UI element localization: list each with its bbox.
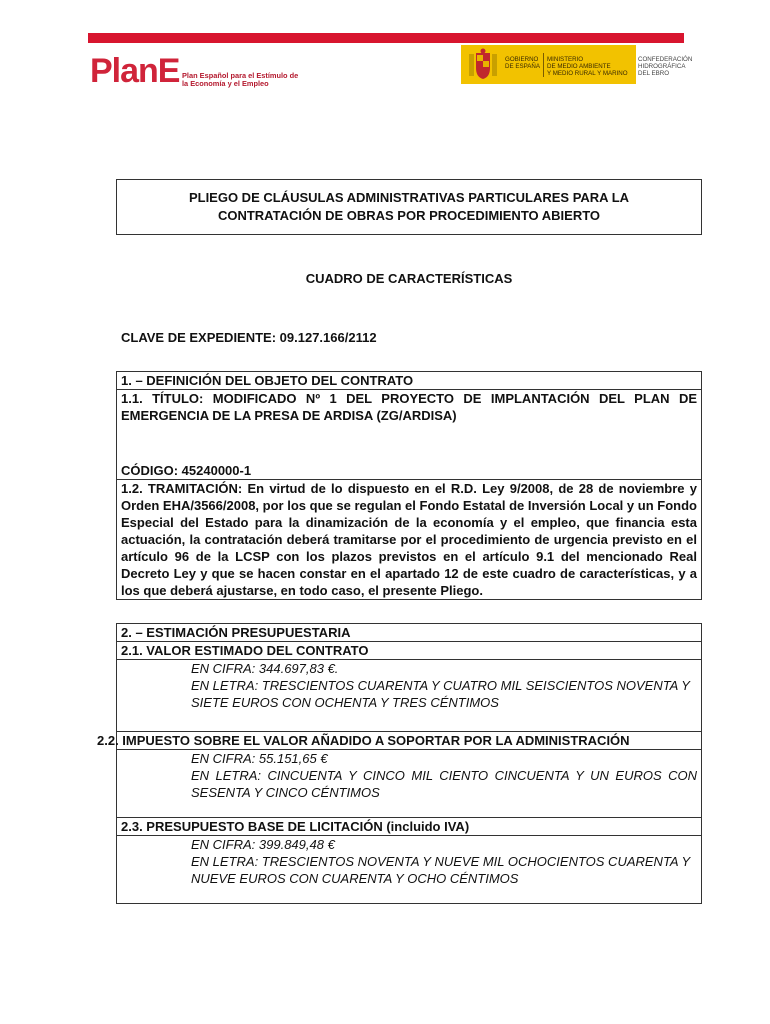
plane-logo: [90, 46, 300, 90]
plane-logo-subtitle: [182, 72, 302, 88]
gobierno-text: [505, 56, 540, 70]
valor-estimado-heading: 2.1. VALOR ESTIMADO DEL CONTRATO: [117, 642, 701, 660]
document-title-box: [116, 179, 702, 235]
iva-row: [117, 750, 701, 818]
coat-of-arms-icon: [466, 48, 500, 81]
section1-tramitacion: 1.2. TRAMITACIÓN: En virtud de lo dispuesto en el R.D. Ley 9/2008, de 28 de noviembre y Orden EHA/3566/2008, por los que se regulan el Fondo Estatal de Inversión Local y un Fondo Especial del Estado para la dinamización de la economía y el empleo, que financia esta actuación, la contratación deberá tramitarse por el procedimiento de urgencia previsto en el artículo 96 de la LCSP con los plazos previstos en el artículo 9.1 del mencionado Real Decreto Ley y que se hacen constar en el apartado 12 de este cuadro de características, y a los que deberá ajustarse, en todo caso, el presente Pliego.: [121, 481, 697, 598]
clave-expediente: CLAVE DE EXPEDIENTE: 09.127.166/2112: [121, 330, 377, 345]
ministerio-line2: DE MEDIO AMBIENTE: [547, 63, 611, 70]
section1-codigo: CÓDIGO: 45240000-1: [121, 463, 252, 478]
gov-logo-divider: [543, 53, 544, 77]
section2-heading: 2. – ESTIMACIÓN PRESUPUESTARIA: [117, 624, 701, 642]
document-title-line1: PLIEGO DE CLÁUSULAS ADMINISTRATIVAS PARTICULARES PARA LA: [188, 190, 630, 205]
plane-subtitle-line1: Plan Español para el Estímulo de: [182, 71, 299, 80]
section1-heading: 1. – DEFINICIÓN DEL OBJETO DEL CONTRATO: [117, 372, 701, 390]
header-red-bar: [88, 33, 684, 43]
iva-cifra: EN CIFRA: 55.151,65 €: [191, 751, 328, 766]
iva-heading: 2.2. IMPUESTO SOBRE EL VALOR AÑADIDO A SOPORTAR POR LA ADMINISTRACIÓN: [117, 732, 701, 750]
ministerio-line3: Y MEDIO RURAL Y MARINO: [547, 70, 628, 77]
valor-letra: EN LETRA: TRESCIENTOS CUARENTA Y CUATRO MIL SEISCIENTOS NOVENTA Y SIETE EUROS CON OCHENTA Y TRES CÉNTIMOS: [191, 678, 690, 710]
valor-cifra: EN CIFRA: 344.697,83 €.: [191, 661, 339, 676]
gobierno-line2: DE ESPAÑA: [505, 63, 540, 70]
document-title-line2: CONTRATACIÓN DE OBRAS POR PROCEDIMIENTO ABIERTO: [217, 208, 601, 223]
gobierno-ministerio-logo: [461, 45, 636, 84]
ministerio-line1: MINISTERIO: [547, 56, 584, 63]
chg-line2: HIDROGRÁFICA: [638, 63, 686, 70]
chg-line1: CONFEDERACIÓN: [638, 56, 693, 63]
base-licitacion-heading: 2.3. PRESUPUESTO BASE DE LICITACIÓN (incluido IVA): [117, 818, 701, 836]
chg-line3: DEL EBRO: [638, 70, 670, 77]
confederacion-logo: [638, 56, 698, 77]
section2-box: [97, 623, 702, 904]
base-cifra: EN CIFRA: 399.849,48 €: [191, 837, 335, 852]
plane-logo-word: PlanE: [90, 52, 180, 90]
valor-estimado-row: [117, 660, 701, 732]
plane-subtitle-line2: la Economía y el Empleo: [182, 79, 269, 88]
section1-titulo: 1.1. TÍTULO: MODIFICADO Nº 1 DEL PROYECTO DE IMPLANTACIÓN DEL PLAN DE EMERGENCIA DE LA PRESA DE ARDISA (ZG/ARDISA): [121, 391, 697, 423]
base-licitacion-row: [117, 836, 701, 903]
iva-letra: EN LETRA: CINCUENTA Y CINCO MIL CIENTO CINCUENTA Y UN EUROS CON SESENTA Y CINCO CÉNTIMOS: [191, 768, 697, 800]
ministerio-text: [547, 56, 628, 77]
base-letra: EN LETRA: TRESCIENTOS NOVENTA Y NUEVE MIL OCHOCIENTOS CUARENTA Y NUEVE EUROS CON CUARENTA Y OCHO CÉNTIMOS: [191, 854, 690, 886]
cuadro-heading: CUADRO DE CARACTERÍSTICAS: [305, 271, 513, 286]
section1-titulo-row: [117, 390, 701, 480]
section1-box: [116, 371, 702, 600]
gobierno-line1: GOBIERNO: [505, 56, 539, 63]
